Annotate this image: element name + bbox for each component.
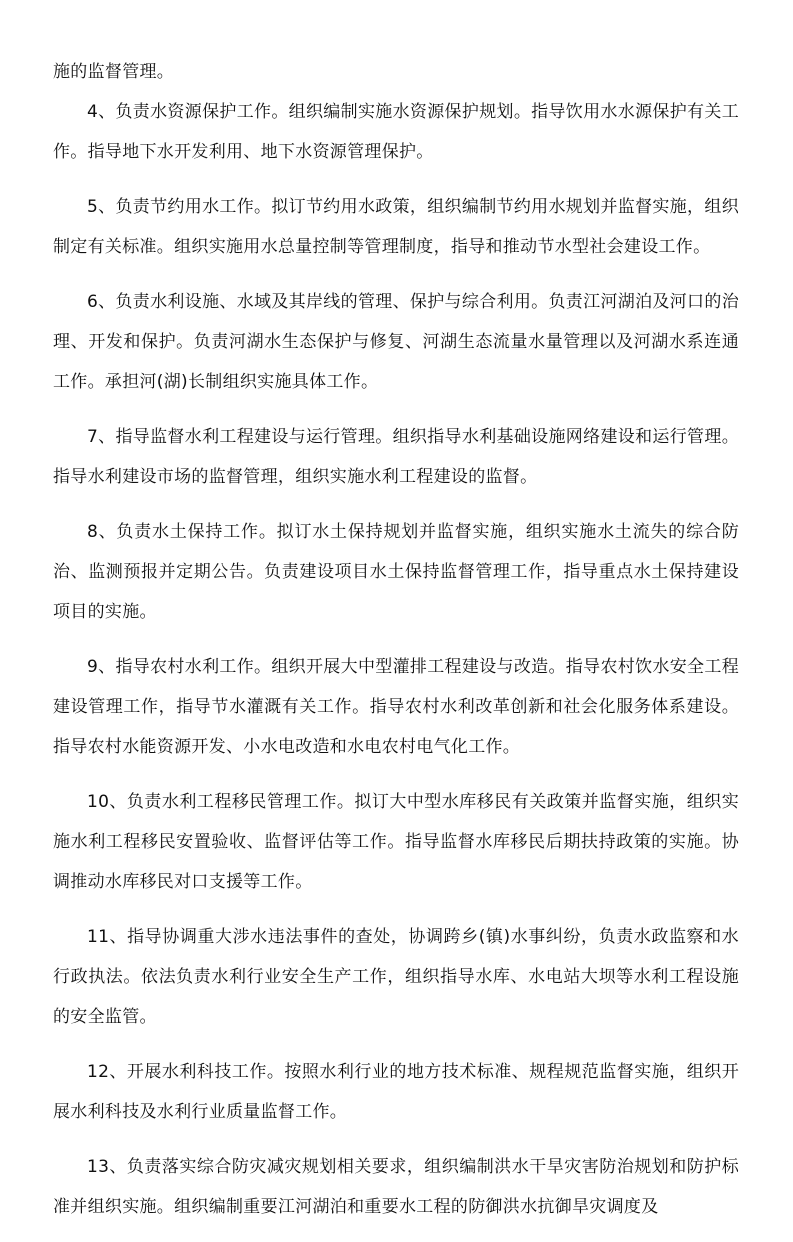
paragraph-continuation: 施的监督管理。 — [53, 62, 175, 82]
paragraph-item-5: 5、负责节约用水工作。拟订节约用水政策，组织编制节约用水规划并监督实施，组织制定有关标准。组织实施用水总量控制等管理制度，指导和推动节水型社会建设工作。 — [53, 197, 739, 257]
paragraph-item-7: 7、指导监督水利工程建设与运行管理。组织指导水利基础设施网络建设和运行管理。指导水利建设市场的监督管理，组织实施水利工程建设的监督。 — [53, 427, 739, 487]
paragraph-item-4: 4、负责水资源保护工作。组织编制实施水资源保护规划。指导饮用水水源保护有关工作。指导地下水开发利用、地下水资源管理保护。 — [53, 102, 739, 162]
paragraph-item-12: 12、开展水利科技工作。按照水利行业的地方技术标准、规程规范监督实施，组织开展水利科技及水利行业质量监督工作。 — [53, 1062, 739, 1122]
paragraph-item-9: 9、指导农村水利工作。组织开展大中型灌排工程建设与改造。指导农村饮水安全工程建设管理工作，指导节水灌溉有关工作。指导农村水利改革创新和社会化服务体系建设。指导农村水能资源开发、小水电改造和水电农村电气化工作。 — [53, 657, 739, 757]
document-body — [53, 52, 739, 1242]
paragraph-item-10: 10、负责水利工程移民管理工作。拟订大中型水库移民有关政策并监督实施，组织实施水利工程移民安置验收、监督评估等工作。指导监督水库移民后期扶持政策的实施。协调推动水库移民对口支援等工作。 — [53, 792, 739, 892]
paragraph-item-13: 13、负责落实综合防灾减灾规划相关要求，组织编制洪水干旱灾害防治规划和防护标准并组织实施。组织编制重要江河湖泊和重要水工程的防御洪水抗御旱灾调度及 — [53, 1157, 739, 1217]
paragraph-item-11: 11、指导协调重大涉水违法事件的查处，协调跨乡(镇)水事纠纷，负责水政监察和水行政执法。依法负责水利行业安全生产工作，组织指导水库、水电站大坝等水利工程设施的安全监管。 — [53, 927, 739, 1027]
paragraph-item-8: 8、负责水土保持工作。拟订水土保持规划并监督实施，组织实施水土流失的综合防治、监测预报并定期公告。负责建设项目水土保持监督管理工作，指导重点水土保持建设项目的实施。 — [53, 522, 739, 622]
paragraph-item-6: 6、负责水利设施、水域及其岸线的管理、保护与综合利用。负责江河湖泊及河口的治理、开发和保护。负责河湖水生态保护与修复、河湖生态流量水量管理以及河湖水系连通工作。承担河(湖)长制组织实施具体工作。 — [53, 292, 739, 392]
